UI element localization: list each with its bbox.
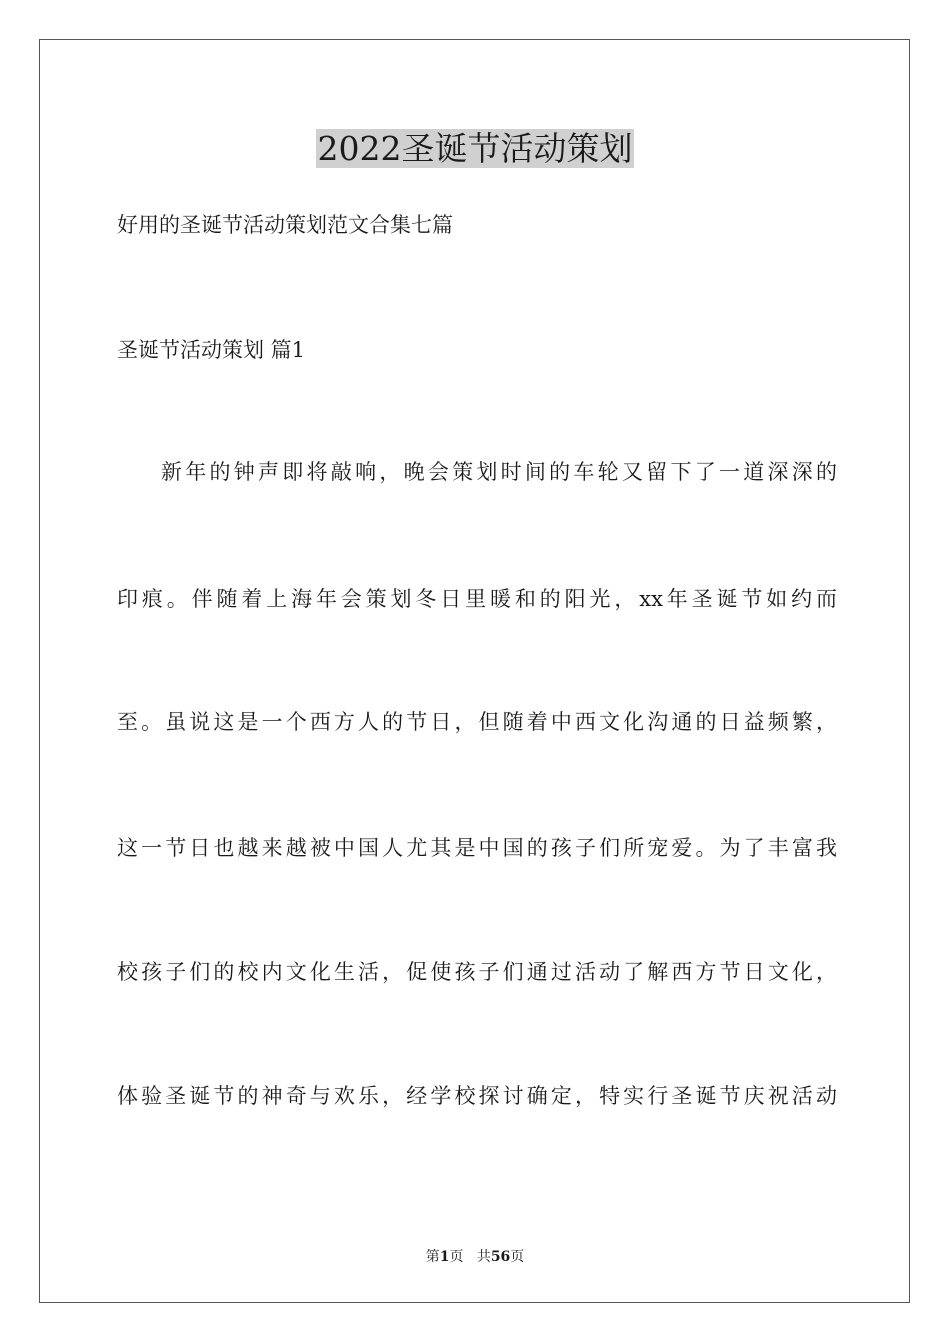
footer-page-suffix: 页 <box>449 1249 464 1265</box>
paragraph-line: 至。虽说这是一个西方人的节日，但随着中西文化沟通的日益频繁， <box>117 710 837 734</box>
paragraph-line: 新年的钟声即将敲响，晚会策划时间的车轮又留下了一道深深的 <box>161 460 837 484</box>
section-heading: 圣诞节活动策划 篇1 <box>117 338 306 362</box>
paragraph-line: 校孩子们的校内文化生活，促使孩子们通过活动了解西方节日文化， <box>117 960 837 984</box>
paragraph-line: 这一节日也越来越被中国人尤其是中国的孩子们所宠爱。为了丰富我 <box>117 836 837 860</box>
footer-total-suffix: 页 <box>510 1249 525 1265</box>
footer-page-number: 1 <box>439 1249 450 1265</box>
paragraph-line: 印痕。伴随着上海年会策划冬日里暖和的阳光，xx年圣诞节如约而 <box>117 587 837 611</box>
document-subtitle: 好用的圣诞节活动策划范文合集七篇 <box>117 213 453 237</box>
paragraph-line: 体验圣诞节的神奇与欢乐，经学校探讨确定，特实行圣诞节庆祝活动 <box>117 1084 837 1108</box>
footer-total-pages: 56 <box>490 1249 511 1265</box>
footer-total-prefix: 共 <box>476 1249 491 1265</box>
page-footer <box>0 1247 950 1267</box>
document-title-text: 2022圣诞节活动策划 <box>317 129 633 168</box>
footer-page-prefix: 第 <box>425 1249 440 1265</box>
document-title <box>0 127 950 171</box>
